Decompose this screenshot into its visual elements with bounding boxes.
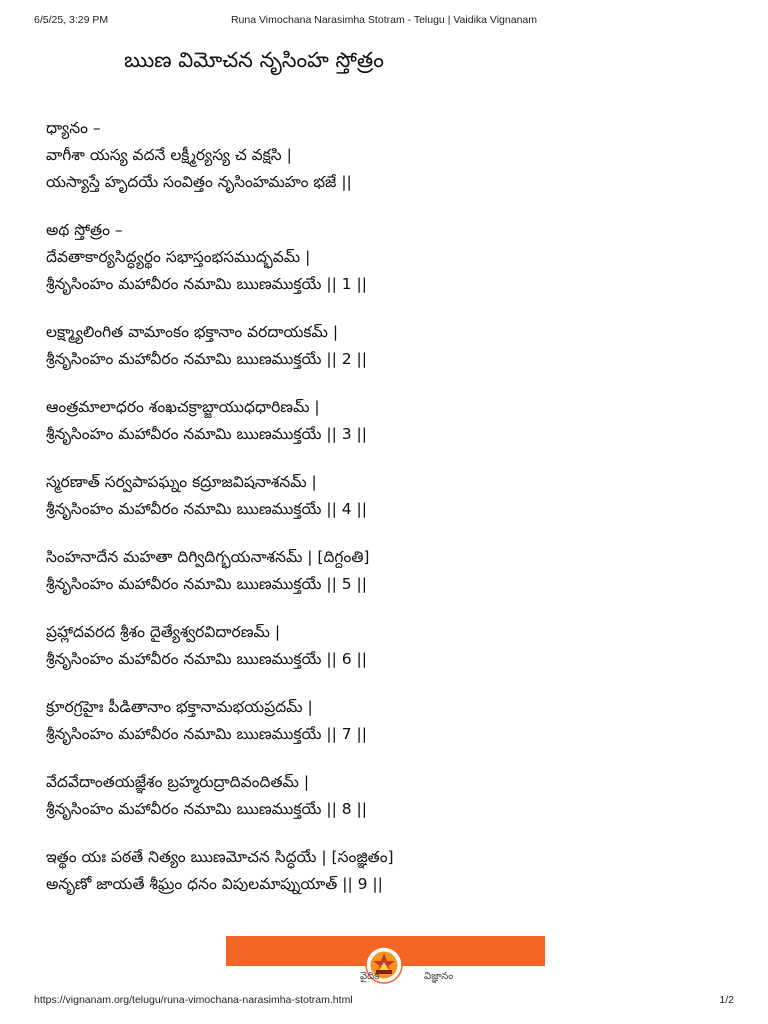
verse-line: అనృణో జాయతే శీఘ్రం ధనం విపులమాప్నుయాత్ || 9 || [46,875,383,893]
stanza [46,469,726,523]
verse-line: దేవతాకార్యసిద్ధ్యర్థం సభాస్తంభసముద్భవమ్ | [46,248,311,266]
print-footer [34,994,734,1010]
stanza [46,217,726,298]
page-number: 1/2 [719,994,734,1006]
footer-logo-left-word: వైదిక [360,971,380,982]
verse-line: శ్రీనృసింహం మహావీరం నమామి ఋణముక్తయే || 5 || [46,575,367,593]
stanza [46,319,726,373]
page-title: ఋణ విమోచన నృసింహ స్తోత్రం [124,48,384,72]
print-datetime: 6/5/25, 3:29 PM [34,14,109,26]
stanza [46,544,726,598]
verse-line: శ్రీనృసింహం మహావీరం నమామి ఋణముక్తయే || 7 || [46,725,367,743]
verse-line: లక్ష్మ్యాలింగిత వామాంకం భక్తానాం వరదాయకమ్ | [46,323,339,341]
stanza [46,394,726,448]
verse-line: వాగీశా యస్య వదనే లక్ష్మీర్యస్య చ వక్షసి | [46,146,292,164]
stanza [46,694,726,748]
verse-line: శ్రీనృసింహం మహావీరం నమామి ఋణముక్తయే || 3 || [46,425,367,443]
verse-line: క్రూరగ్రహైః పీడితానాం భక్తానామభయప్రదమ్ | [46,698,313,716]
verse-line: శ్రీనృసింహం మహావీరం నమామి ఋణముక్తయే || 8 || [46,800,367,818]
verse-line: వేదవేదాంతయజ్ఞేశం బ్రహ్మరుద్రాదివందితమ్ | [46,773,310,791]
verse-line: అథ స్తోత్రం – [46,221,123,239]
verse-line: శ్రీనృసింహం మహావీరం నమామి ఋణముక్తయే || 1 || [46,275,367,293]
verse-line: శ్రీనృసింహం మహావీరం నమామి ఋణముక్తయే || 6 || [46,650,367,668]
verse-line: సింహనాదేన మహతా దిగ్విదిగ్భయనాశనమ్ | [దిగ్దంతి] [46,548,370,566]
verse-line: ధ్యానం – [46,119,101,137]
page-url-link[interactable]: https://vignanam.org/telugu/runa-vimochana-narasimha-stotram.html [34,994,353,1006]
verse-line: శ్రీనృసింహం మహావీరం నమామి ఋణముక్తయే || 4 || [46,500,367,518]
verse-line: ప్రహ్లాదవరద శ్రీశం దైత్యేశ్వరవిదారణమ్ | [46,623,281,641]
verse-line: స్మరణాత్ సర్వపాపఘ్నం కద్రూజవిషనాశనమ్ | [46,473,317,491]
verse-line: ఇత్థం యః పఠతే నిత్యం ఋణమోచన సిద్ధయే | [సంజ్ఞితం] [46,848,394,866]
verse-line: శ్రీనృసింహం మహావీరం నమామి ఋణముక్తయే || 2 || [46,350,367,368]
print-doc-title: Runa Vimochana Narasimha Stotram - Telugu | Vaidika Vignanam [230,14,538,26]
verse-line: ఆంత్రమాలాధరం శంఖచక్రాబ్జాయుధధారిణమ్ | [46,398,320,416]
stanza [46,769,726,823]
footer-logo [226,966,545,990]
verse-line: యస్యాస్తే హృదయే సంవిత్తం నృసింహమహం భజే || [46,173,352,191]
stanza [46,844,726,898]
stanza [46,619,726,673]
stanza [46,115,726,196]
stotram-body [46,115,726,919]
footer-logo-right-word: విజ్ఞానం [424,971,454,982]
print-header [34,14,734,30]
